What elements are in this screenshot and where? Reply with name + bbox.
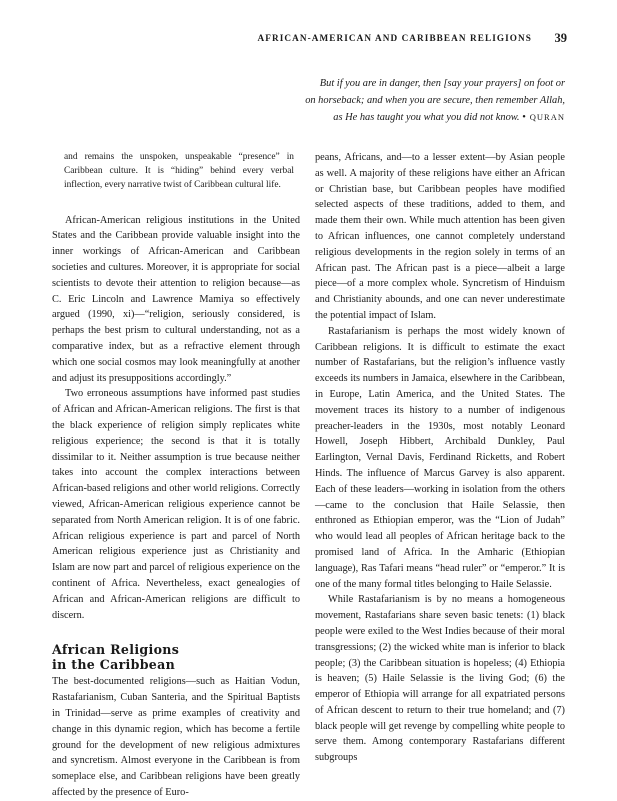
body-paragraph: The best-documented religions—such as Haitian Vodun, Rastafarianism, Cuban Santeria, and the Spiritual Baptists in Trinidad—serve as prime examples of creativity and change in this dynamic region, which has become a fertile ground for the development of new religious admixtures and syncretism. Almost everyone in the Caribbean is from someplace else, and Caribbean religions have been greatly affected by the presence of Euro- — [52, 676, 300, 798]
epigraph — [205, 75, 565, 126]
body-paragraph: Two erroneous assumptions have informed past studies of African and African-American religions. The first is that the black experience of religion simply replicates white religious experience; the second is that it is totally dissimilar to it. Neither assumption is true because neither takes into account the complex interactions between African-based religions and other world religions. Correctly viewed, African-American religious experience cannot be separated from North American religion. It is of one fabric. African religious experience is part and parcel of North American religious experience just as Christianity and Islam are now part and parcel of religious experience on the continent of Africa. Nevertheless, exact genealogies of African and African-American religions are difficult to discern. — [52, 388, 300, 621]
page-header — [0, 33, 617, 49]
body-paragraph: Rastafarianism is perhaps the most widely known of Caribbean religions. It is difficult to estimate the exact number of Rastafarians, but the religion’s influence vastly exceeds its numbers in Jamaica, elsewhere in the Caribbean, in Europe, Latin America, and the United States. The movement traces its history to a number of indigenous preacher-leaders in the 1930s, most notably Leonard Howell, Joseph Hibbert, Archibald Dunkley, Paul Earlington, Vernal Davis, Ferdinand Ricketts, and Robert Hinds. The influence of Marcus Garvey is also apparent. Each of these leaders—working in isolation from the others—came to the conclusion that Haile Selassie, then enthroned as Ethiopian emperor, was the “Lion of Judah” who would lead all peoples of African heritage back to the promised land of Africa. In the Amharic (Ethiopian language), Ras Tafari means “head ruler” or “emperor.” It is one of the many formal titles belonging to Haile Selassie. — [315, 325, 565, 590]
right-column — [315, 150, 565, 766]
body-paragraph: While Rastafarianism is by no means a homogeneous movement, Rastafarians share seven basic tenets: (1) black people were exiled to the West Indies because of their moral transgressions; (2) the wicked white man is inferior to black people; (3) the Caribbean situation is hopeless; (4) Ethiopia is heaven; (5) Haile Selassie is the living God; (6) the emperor of Ethiopia will arrange for all expatriated persons of African descent to return to their true homeland; and (7) black people will get revenge by compelling white people to serve them. Among contemporary Rastafarians different subgroups — [315, 594, 565, 764]
epigraph-line: But if you are in danger, then [say your prayers] on foot or — [319, 78, 565, 89]
block-quote-continuation: and remains the unspoken, unspeakable “presence” in Caribbean culture. It is “hiding” behind every verbal inflection, every narrative twist of Caribbean cultural life. — [64, 152, 294, 191]
epigraph-attribution: QURAN — [529, 112, 565, 122]
body-paragraph: peans, Africans, and—to a lesser extent—by Asian people as well. A majority of these religions have either an African or Christian base, but Caribbean peoples have modified selected aspects of these traditions, added to them, and made them their own. While much attention has been given to African influences, one cannot completely understand religious developments in the region solely in terms of an African past. The African past is a piece—albeit a large piece—of a more complex whole. Syncretism of Hinduism and Christianity abounds, and one can never underestimate the potential impact of Islam. — [315, 152, 565, 321]
left-column — [52, 150, 300, 801]
epigraph-line: as He has taught you what you did not know. — [333, 112, 520, 123]
page-number: 39 — [554, 31, 567, 45]
epigraph-line: on horseback; and when you are secure, then remember Allah, — [305, 95, 565, 106]
bullet-separator: • — [522, 112, 526, 123]
section-heading-line: in the Caribbean — [52, 656, 176, 672]
section-heading-line: African Religions — [52, 642, 180, 658]
section-heading — [52, 643, 300, 672]
body-paragraph: African-American religious institutions in the United States and the Caribbean provide valuable insight into the inner workings of African-American and Caribbean societies and cultures. Moreover, it is appropriate for social scientists to devote their attention to religion because—as C. Eric Lincoln and Lawrence Mamiya so effectively argued (1990, xi)—“religion, seriously considered, is perhaps the best prism to cultural understanding, not as a comparative index, but as a refractive element through which one social cosmos may look meaningfully at another and adjust its presuppositions accordingly.” — [52, 214, 300, 384]
running-head: AFRICAN-AMERICAN AND CARIBBEAN RELIGIONS — [257, 33, 532, 43]
epigraph-line-last — [205, 109, 565, 126]
